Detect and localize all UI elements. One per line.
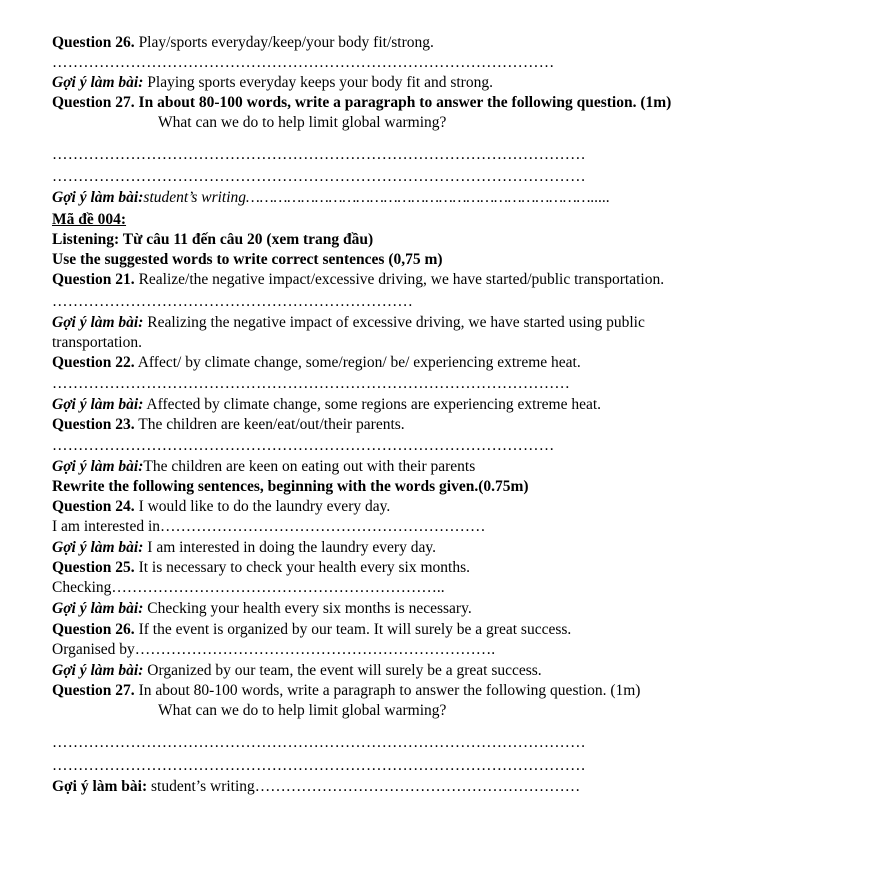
answer-blank: ………………………………………………………………………………………… bbox=[52, 734, 586, 751]
answer-blank: …………………………………………………………… bbox=[52, 293, 414, 310]
exam-code-heading: Mã đề 004: bbox=[52, 211, 127, 228]
answer-hint: Gợi ý làm bài: student’s writing……………………………………………………… bbox=[52, 778, 581, 795]
answer-hint: Gợi ý làm bài: Organized by our team, the event will surely be a great success. bbox=[52, 662, 542, 679]
answer-starter: I am interested in……………………………………………………… bbox=[52, 518, 486, 535]
question-25-prompt: Question 25. It is necessary to check your health every six months. bbox=[52, 559, 470, 576]
question-21-prompt: Question 21. Realize/the negative impact/excessive driving, we have started/public transportation. bbox=[52, 271, 665, 288]
answer-starter: Checking……………………………………………………….. bbox=[52, 579, 445, 596]
question-26-prompt: Question 26. If the event is organized by our team. It will surely be a great success. bbox=[52, 621, 572, 638]
section-heading: Rewrite the following sentences, beginning with the words given.(0.75m) bbox=[52, 478, 529, 495]
answer-hint: Gợi ý làm bài: Realizing the negative impact of excessive driving, we have started using public bbox=[52, 314, 645, 331]
answer-hint: Gợi ý làm bài: I am interested in doing the laundry every day. bbox=[52, 539, 436, 556]
listening-note: Listening: Từ câu 11 đến câu 20 (xem trang đầu) bbox=[52, 231, 374, 248]
question-27-subprompt: What can we do to help limit global warming? bbox=[158, 114, 447, 131]
answer-hint: Gợi ý làm bài:student’s writing…………………………………………………………………..... bbox=[52, 189, 610, 206]
answer-hint: Gợi ý làm bài: Playing sports everyday keeps your body fit and strong. bbox=[52, 74, 493, 91]
answer-hint: Gợi ý làm bài: Checking your health every six months is necessary. bbox=[52, 600, 472, 617]
answer-hint: Gợi ý làm bài:The children are keen on eating out with their parents bbox=[52, 458, 476, 475]
answer-hint-continued: transportation. bbox=[52, 334, 142, 351]
question-27-prompt: Question 27. In about 80-100 words, write a paragraph to answer the following question. (1m) bbox=[52, 94, 672, 111]
question-22-prompt: Question 22. Affect/ by climate change, some/region/ be/ experiencing extreme heat. bbox=[52, 354, 581, 371]
section-heading: Use the suggested words to write correct sentences (0,75 m) bbox=[52, 251, 443, 268]
question-24-prompt: Question 24. I would like to do the laundry every day. bbox=[52, 498, 391, 515]
answer-blank: ………………………………………………………………………………………… bbox=[52, 757, 586, 774]
answer-hint: Gợi ý làm bài: Affected by climate change, some regions are experiencing extreme heat. bbox=[52, 396, 602, 413]
answer-blank: ………………………………………………………………………………………… bbox=[52, 146, 586, 163]
question-23-prompt: Question 23. The children are keen/eat/out/their parents. bbox=[52, 416, 405, 433]
question-26-prompt: Question 26. Play/sports everyday/keep/your body fit/strong. bbox=[52, 34, 434, 51]
answer-blank: …………………………………………………………………………………… bbox=[52, 54, 555, 71]
question-27-prompt: Question 27. In about 80-100 words, write a paragraph to answer the following question. (1m) bbox=[52, 682, 641, 699]
answer-blank: ……………………………………………………………………………………… bbox=[52, 375, 571, 392]
answer-blank: ………………………………………………………………………………………… bbox=[52, 168, 586, 185]
question-27-subprompt: What can we do to help limit global warming? bbox=[158, 702, 447, 719]
answer-starter: Organised by……………………………………………………………. bbox=[52, 641, 496, 658]
answer-blank: …………………………………………………………………………………… bbox=[52, 437, 555, 454]
